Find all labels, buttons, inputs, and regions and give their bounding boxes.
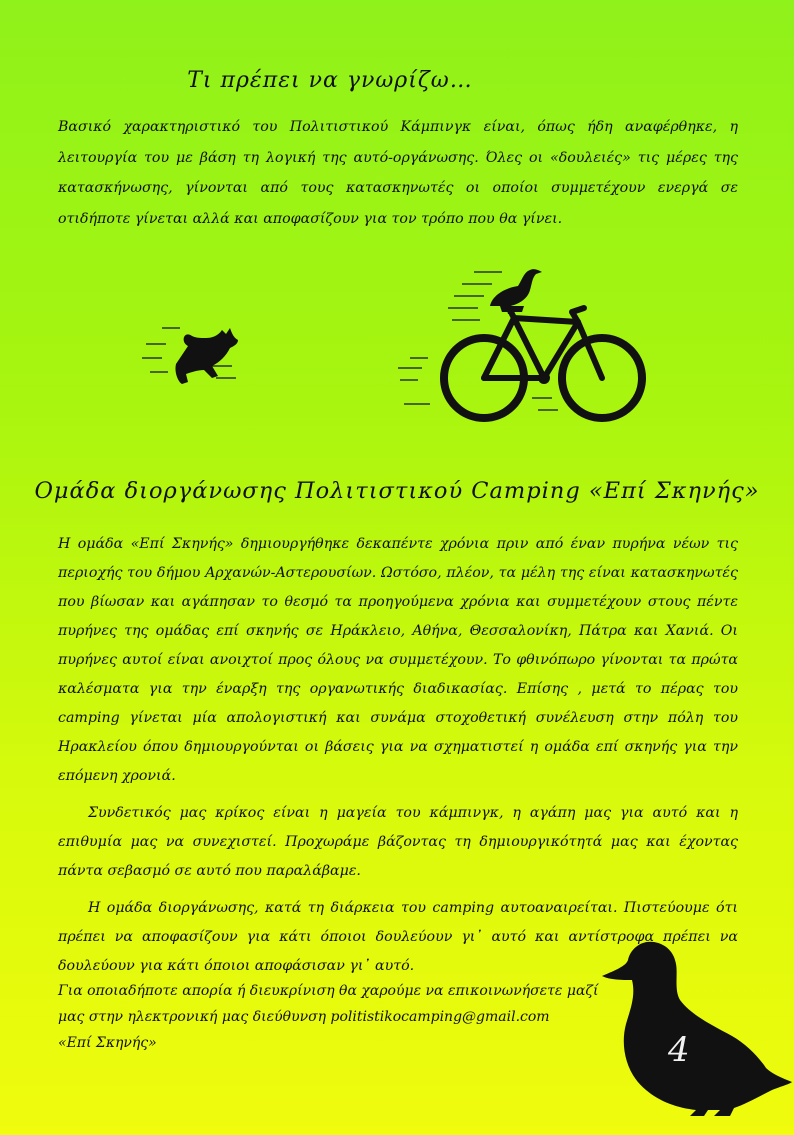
section-title-organizing-team: Ομάδα διοργάνωσης Πολιτιστικού Camping «Επί Σκηνής» [34,478,760,504]
page-number: 4 [668,1030,690,1070]
organizing-team-text [58,530,738,981]
paragraph-bond: Συνδετικός μας κρίκος είναι η μαγεία του κάμπινγκ, η αγάπη μας για αυτό και η επιθυμία μας να συνεχιστεί. Προχωράμε βάζοντας τη δημιουργικότητά μας και έχοντας πάντα σεβασμό σε αυτό που παραλάβαμε. [58,805,738,879]
contact-signature: «Επί Σκηνής» [58,1035,157,1051]
contact-line-2: μας στην ηλεκτρονική μας διεύθυνση politistikocamping@gmail.com [58,1009,550,1025]
bicycle-icon [392,262,662,422]
paragraph-history: Η ομάδα «Επί Σκηνής» δημιουργήθηκε δεκαπέντε χρόνια πριν από έναν πυρήνα νέων τις περιοχής του δήμου Αρχανών-Αστερουσίων. Ωστόσο, πλέον, τα μέλη της είναι κατασκηνωτές που βίωσαν και αγάπησαν το θεσμό τα προηγούμενα χρόνια και συμμετέχουν στους πέντε πυρήνες της ομάδας επί σκηνής σε Ηράκλειο, Αθήνα, Θεσσαλονίκη, Πάτρα και Χανιά. Οι πυρήνες αυτοί είναι ανοιχτοί προς όλους να συμμετέχουν. Το φθινόπωρο γίνονται τα πρώτα καλέσματα για την έναρξη της οργανωτικής διαδικασίας. Επίσης , μετά το πέρας του camping γίνεται μία απολογιστική και συνάμα στοχοθετική συνέλευση στην πόλη του Ηρακλείου όπου δημιουργούνται οι βάσεις για να σχηματιστεί η ομάδα επί σκηνής για την επόμενη χρονιά. [58,536,738,784]
paragraph-self-dissolution: Η ομάδα διοργάνωσης, κατά τη διάρκεια του camping αυτοαναιρείται. Πιστεύουμε ότι πρέπει να αποφασίζουν για κάτι όποιοι δουλεύουν γι᾽ αυτό και αντίστροφα πρέπει να δουλεύουν για κάτι όποιοι αποφάσισαν γι᾽ αυτό. [58,900,738,974]
intro-paragraph: Βασικό χαρακτηριστικό του Πολιτιστικού Κάμπινγκ είναι, όπως ήδη αναφέρθηκε, η λειτουργία του με βάση τη λογική της αυτό-οργάνωσης. Όλες οι «δουλειές» τις μέρες της κατασκήνωσης, γίνονται από τους κατασκηνωτές οι οποίοι συμμετέχουν ενεργά σε οτιδήποτε γίνεται αλλά και αποφασίζουν για τον τρόπο που θα γίνει. [58,119,738,227]
contact-block [58,978,618,1056]
duck-icon [596,936,792,1122]
dog-icon [140,312,260,392]
section-title-what-to-know: Τι πρέπει να γνωρίζω… [187,68,473,93]
contact-line-1: Για οποιαδήποτε απορία ή διευκρίνιση θα χαρούμε να επικοινωνήσετε μαζί [58,983,599,999]
